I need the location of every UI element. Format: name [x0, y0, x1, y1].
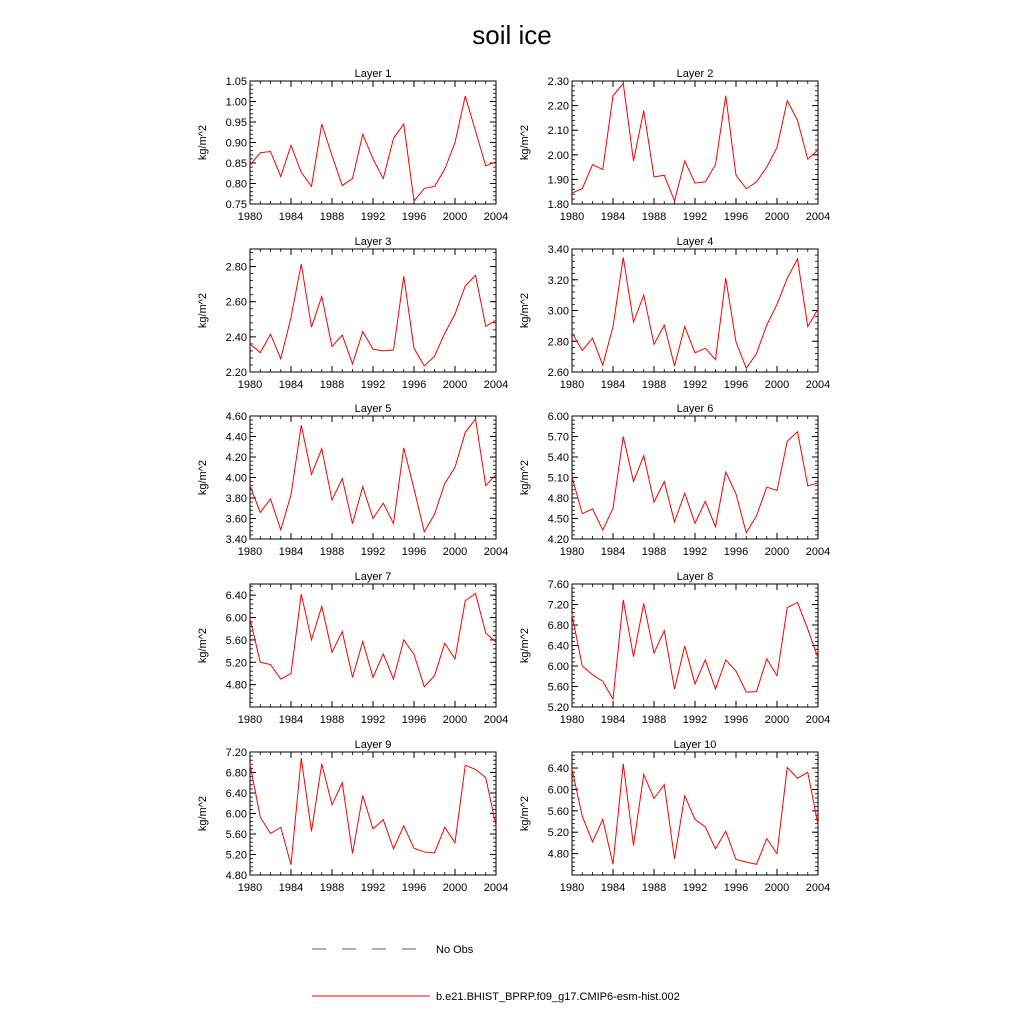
panels — [197, 68, 830, 894]
x-tick-label: 1980 — [237, 211, 263, 223]
x-tick-label: 1992 — [360, 714, 386, 726]
legend-model-label: b.e21.BHIST_BPRP.f09_g17.CMIP6-esm-hist.002 — [436, 991, 680, 1003]
y-tick-label: 2.20 — [547, 100, 569, 113]
y-tick-label: 5.20 — [225, 657, 247, 670]
plot-frame — [572, 416, 818, 539]
x-tick-label: 1988 — [319, 882, 345, 894]
legend-no-obs-label: No Obs — [436, 944, 474, 956]
x-tick-label: 2000 — [442, 211, 468, 223]
panel-layer-5 — [197, 403, 508, 558]
series-line — [250, 264, 496, 366]
y-tick-label: 3.20 — [547, 274, 569, 287]
plot-frame — [250, 416, 496, 539]
x-tick-label: 2004 — [805, 379, 831, 391]
panel-layer-2 — [519, 68, 830, 223]
y-axis-label: kg/m^2 — [519, 124, 531, 161]
x-tick-label: 2000 — [442, 546, 468, 558]
y-tick-label: 1.00 — [225, 96, 247, 109]
legend — [312, 944, 680, 1003]
x-tick-label: 2004 — [483, 882, 509, 894]
panel-title: Layer 3 — [354, 236, 392, 248]
y-tick-label: 6.40 — [547, 640, 569, 653]
x-tick-label: 1988 — [319, 379, 345, 391]
y-tick-label: 5.20 — [547, 827, 569, 840]
y-tick-label: 4.80 — [547, 493, 569, 505]
y-tick-label: 3.80 — [225, 493, 247, 505]
y-tick-label: 6.00 — [225, 808, 247, 821]
x-tick-label: 2004 — [483, 714, 509, 726]
x-tick-label: 1988 — [319, 714, 345, 726]
series-line — [250, 419, 496, 532]
y-tick-label: 6.00 — [225, 612, 247, 625]
x-tick-label: 1988 — [319, 546, 345, 558]
series-line — [250, 594, 496, 687]
x-tick-label: 1992 — [682, 211, 708, 223]
y-axis-label: kg/m^2 — [519, 292, 531, 329]
y-tick-label: 5.40 — [547, 452, 569, 464]
y-axis-label: kg/m^2 — [197, 459, 209, 496]
series-line — [572, 83, 818, 201]
y-tick-label: 6.40 — [547, 763, 569, 776]
panel-layer-1 — [197, 68, 508, 223]
x-tick-label: 1984 — [278, 714, 304, 726]
series-line — [572, 432, 818, 533]
y-tick-label: 6.80 — [225, 767, 247, 780]
x-tick-label: 2004 — [483, 211, 509, 223]
series-line — [572, 764, 818, 865]
panel-layer-4 — [519, 236, 830, 391]
x-tick-label: 2000 — [764, 882, 790, 894]
x-tick-label: 1988 — [641, 379, 667, 391]
y-tick-label: 5.10 — [547, 472, 569, 485]
x-tick-label: 1996 — [723, 546, 749, 558]
y-tick-label: 7.60 — [547, 579, 569, 591]
y-tick-label: 0.80 — [225, 178, 247, 191]
x-tick-label: 2004 — [805, 211, 831, 223]
x-tick-label: 2000 — [764, 379, 790, 391]
y-tick-label: 4.00 — [225, 472, 247, 485]
panel-layer-10 — [519, 739, 830, 894]
x-tick-label: 1992 — [360, 211, 386, 223]
panel-title: Layer 10 — [673, 739, 717, 751]
panel-title: Layer 5 — [354, 403, 392, 415]
panel-title: Layer 8 — [676, 571, 714, 583]
plot-frame — [250, 584, 496, 707]
x-tick-label: 2004 — [805, 882, 831, 894]
panel-title: Layer 6 — [676, 403, 714, 415]
y-tick-label: 0.90 — [225, 137, 247, 150]
y-tick-label: 1.80 — [547, 199, 569, 211]
y-tick-label: 4.20 — [225, 452, 247, 464]
panel-title: Layer 4 — [676, 236, 714, 248]
y-tick-label: 2.10 — [547, 125, 569, 138]
y-axis-label: kg/m^2 — [519, 459, 531, 496]
y-tick-label: 6.00 — [547, 411, 569, 423]
y-tick-label: 0.85 — [225, 158, 247, 170]
y-tick-label: 4.80 — [547, 848, 569, 861]
y-axis-label: kg/m^2 — [197, 124, 209, 161]
panel-title: Layer 9 — [354, 739, 392, 751]
y-tick-label: 5.70 — [547, 431, 569, 444]
y-tick-label: 1.90 — [547, 174, 569, 187]
y-axis-label: kg/m^2 — [519, 795, 531, 832]
y-tick-label: 6.40 — [225, 590, 247, 603]
panel-layer-7 — [197, 571, 508, 726]
y-tick-label: 5.20 — [225, 849, 247, 862]
x-tick-label: 2000 — [442, 882, 468, 894]
x-tick-label: 1996 — [723, 211, 749, 223]
y-tick-label: 5.60 — [225, 829, 247, 841]
y-tick-label: 2.60 — [225, 296, 247, 309]
x-tick-label: 2004 — [805, 546, 831, 558]
panel-title: Layer 2 — [676, 68, 714, 80]
x-tick-label: 1984 — [600, 379, 626, 391]
y-tick-label: 3.60 — [225, 513, 247, 526]
x-tick-label: 2000 — [442, 714, 468, 726]
y-tick-label: 0.95 — [225, 117, 247, 129]
y-tick-label: 2.60 — [547, 367, 569, 379]
plot-frame — [572, 752, 818, 875]
x-tick-label: 1992 — [360, 379, 386, 391]
x-tick-label: 1992 — [682, 546, 708, 558]
x-tick-label: 1984 — [278, 211, 304, 223]
y-tick-label: 2.00 — [547, 149, 569, 162]
y-tick-label: 4.20 — [547, 534, 569, 546]
panel-title: Layer 7 — [354, 571, 392, 583]
x-tick-label: 1996 — [401, 714, 427, 726]
x-tick-label: 1988 — [641, 882, 667, 894]
y-tick-label: 5.20 — [547, 702, 569, 714]
y-tick-label: 3.00 — [547, 305, 569, 318]
y-tick-label: 5.60 — [547, 805, 569, 818]
x-tick-label: 1980 — [559, 882, 585, 894]
y-tick-label: 2.80 — [547, 336, 569, 349]
x-tick-label: 1984 — [600, 882, 626, 894]
panel-layer-8 — [519, 571, 830, 726]
plot-frame — [250, 249, 496, 372]
series-line — [250, 758, 496, 865]
x-tick-label: 1980 — [237, 882, 263, 894]
x-tick-label: 2000 — [442, 379, 468, 391]
y-tick-label: 2.40 — [225, 331, 247, 344]
y-tick-label: 6.40 — [225, 788, 247, 800]
x-tick-label: 2000 — [764, 714, 790, 726]
x-tick-label: 1996 — [723, 714, 749, 726]
y-tick-label: 1.05 — [225, 76, 247, 88]
y-tick-label: 4.80 — [225, 870, 247, 882]
x-tick-label: 1988 — [319, 211, 345, 223]
y-axis-label: kg/m^2 — [197, 292, 209, 329]
x-tick-label: 1996 — [723, 882, 749, 894]
x-tick-label: 2000 — [764, 546, 790, 558]
y-tick-label: 5.60 — [225, 634, 247, 647]
x-tick-label: 1992 — [682, 882, 708, 894]
x-tick-label: 1992 — [682, 714, 708, 726]
y-tick-label: 6.80 — [547, 620, 569, 632]
x-tick-label: 1996 — [401, 379, 427, 391]
x-tick-label: 2000 — [764, 211, 790, 223]
x-tick-label: 1984 — [600, 714, 626, 726]
x-tick-label: 1984 — [278, 546, 304, 558]
x-tick-label: 1988 — [641, 546, 667, 558]
panel-layer-6 — [519, 403, 830, 558]
plot-frame — [250, 81, 496, 204]
x-tick-label: 1980 — [559, 379, 585, 391]
x-tick-label: 1984 — [600, 211, 626, 223]
y-tick-label: 2.20 — [225, 367, 247, 379]
x-tick-label: 1996 — [401, 211, 427, 223]
y-tick-label: 2.80 — [225, 261, 247, 274]
x-tick-label: 1992 — [360, 546, 386, 558]
figure-title: soil ice — [472, 20, 552, 50]
x-tick-label: 1980 — [237, 546, 263, 558]
x-tick-label: 1996 — [401, 546, 427, 558]
series-line — [572, 600, 818, 699]
x-tick-label: 1984 — [600, 546, 626, 558]
x-tick-label: 1988 — [641, 714, 667, 726]
x-tick-label: 1980 — [237, 379, 263, 391]
y-tick-label: 5.60 — [547, 681, 569, 694]
y-tick-label: 7.20 — [547, 599, 569, 612]
x-tick-label: 1980 — [559, 714, 585, 726]
panel-title: Layer 1 — [354, 68, 392, 80]
y-axis-label: kg/m^2 — [197, 795, 209, 832]
y-tick-label: 4.80 — [225, 679, 247, 692]
panel-layer-9 — [197, 739, 508, 894]
y-tick-label: 7.20 — [225, 747, 247, 759]
x-tick-label: 1988 — [641, 211, 667, 223]
x-tick-label: 1996 — [401, 882, 427, 894]
y-tick-label: 6.00 — [547, 784, 569, 797]
y-tick-label: 4.40 — [225, 431, 247, 444]
y-axis-label: kg/m^2 — [519, 627, 531, 664]
plot-frame — [572, 81, 818, 204]
series-line — [250, 96, 496, 201]
x-tick-label: 1992 — [682, 379, 708, 391]
y-tick-label: 3.40 — [547, 244, 569, 256]
x-tick-label: 1984 — [278, 882, 304, 894]
x-tick-label: 1992 — [360, 882, 386, 894]
y-tick-label: 0.75 — [225, 199, 247, 211]
x-tick-label: 1996 — [723, 379, 749, 391]
y-axis-label: kg/m^2 — [197, 627, 209, 664]
x-tick-label: 1980 — [559, 546, 585, 558]
y-tick-label: 3.40 — [225, 534, 247, 546]
x-tick-label: 1984 — [278, 379, 304, 391]
y-tick-label: 6.00 — [547, 661, 569, 673]
x-tick-label: 1980 — [559, 211, 585, 223]
plot-frame — [572, 249, 818, 372]
y-tick-label: 4.50 — [547, 513, 569, 526]
x-tick-label: 2004 — [483, 379, 509, 391]
y-tick-label: 2.30 — [547, 76, 569, 88]
x-tick-label: 2004 — [805, 714, 831, 726]
y-tick-label: 4.60 — [225, 411, 247, 423]
series-line — [572, 257, 818, 368]
x-tick-label: 1980 — [237, 714, 263, 726]
x-tick-label: 2004 — [483, 546, 509, 558]
panel-layer-3 — [197, 236, 508, 391]
